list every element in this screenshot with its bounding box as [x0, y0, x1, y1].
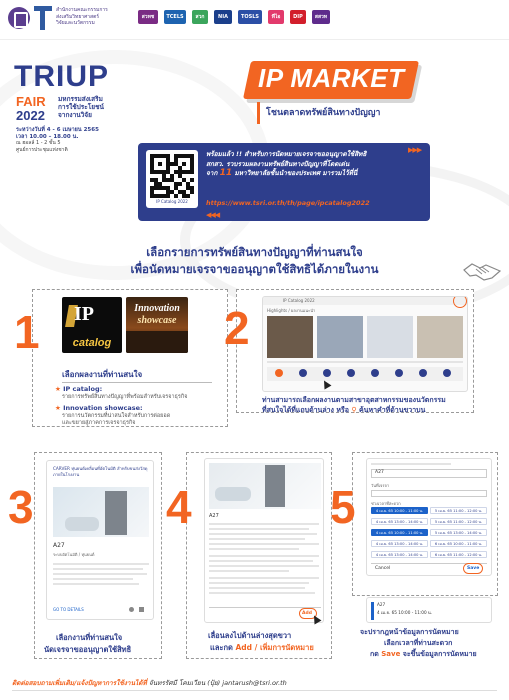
bullet-ip-catalog-desc: รายการทรัพย์สินทางปัญญาที่พร้อมสำหรับเจรจาธุรกิจ — [62, 394, 188, 400]
bullet-label: Innovation showcase: — [63, 404, 143, 412]
ip-market-subtitle-band — [257, 102, 412, 124]
star-icon: ★ — [55, 404, 64, 412]
catalog-screenshot — [262, 296, 468, 392]
step-4-title-line-2 — [210, 643, 314, 653]
step-4-number: 4 — [166, 481, 192, 533]
detail-title: A27 — [209, 513, 219, 519]
time-slot-option[interactable]: 5 เม.ย. 65 11:00 - 12:00 น. — [430, 507, 487, 514]
time-slot-option[interactable]: 6 เม.ย. 65 11:00 - 12:00 น. — [430, 551, 487, 558]
inno-thumb-line: showcase — [137, 315, 177, 326]
save-button[interactable]: Save — [467, 566, 480, 571]
step-5-title-line-3 — [370, 649, 477, 659]
event-time: เวลา 10.00 – 18.00 น. — [16, 133, 79, 140]
time-slot-option[interactable]: 5 เม.ย. 65 13:00 - 14:00 น. — [430, 529, 487, 536]
time-slot-option[interactable]: 4 เม.ย. 65 10:00 - 11:00 น. — [371, 507, 428, 514]
time-slot-option[interactable]: 4 เม.ย. 65 13:00 - 14:00 น. — [371, 518, 428, 525]
form-field-value: A27 — [375, 470, 384, 475]
inno-thumb-line: Innovation — [134, 303, 180, 314]
product-card-screenshot — [46, 460, 154, 620]
year-word: 2022 — [16, 108, 45, 123]
qr-text-line: สกสว. รวบรวมผลงานทรัพย์สินทางปัญญาที่โดดเด่น — [206, 159, 350, 168]
bullet-ip-catalog — [55, 385, 102, 393]
step-3-number: 3 — [8, 481, 34, 533]
step-4-title-part: และกด — [210, 643, 233, 652]
cancel-button[interactable]: Cancel — [375, 566, 391, 571]
partner-logo-strip — [0, 0, 509, 40]
partner-logo: TOSLS — [238, 10, 262, 24]
time-label: ช่วงเวลาที่สะดวก — [371, 501, 401, 506]
step-2-number: 2 — [224, 302, 250, 354]
bullet-label: IP catalog: — [63, 385, 103, 393]
step-2-desc-line-1: ท่านสามารถเลือกผลงานตามสาขาอุตสาหกรรมของนวัตกรรม — [262, 396, 446, 404]
contact-info — [12, 678, 287, 688]
contact-person: จันทรรัศมี โคมเวียน (ปุ้ย) — [148, 679, 221, 687]
qr-text-part: จาก — [206, 169, 218, 177]
contact-label: ติดต่อสอบถามเพิ่มเติม/แจ้งปัญหาการใช้งานได้ที่ — [12, 679, 147, 687]
headline-line-1: เลือกรายการทรัพย์สินทางปัญญาที่ท่านสนใจ — [146, 245, 363, 259]
step-5-title-line-1: จะปรากฎหน้าข้อมูลการนัดหมาย — [360, 628, 459, 636]
step-1-title: เลือกผลงานที่ท่านสนใจ — [62, 370, 143, 379]
bullet-innovation-desc: รายการนวัตกรรมที่น่าสนใจสำหรับการต่อยอด — [62, 413, 171, 419]
product-name: A27 — [53, 542, 65, 549]
org-line: ส่งเสริมวิทยาศาสตร์ — [56, 13, 100, 20]
save-highlight — [463, 563, 483, 574]
partner-logo: สสวท — [312, 10, 330, 24]
partner-logos — [138, 10, 330, 24]
partner-logo: สวทช — [138, 10, 158, 24]
step-1-number: 1 — [14, 306, 40, 358]
time-slot-option[interactable]: 4 เม.ย. 65 13:00 - 14:00 น. — [371, 540, 428, 547]
search-icon: ⚲ — [351, 406, 357, 414]
handshake-icon — [462, 260, 502, 282]
tsri-emblem-icon — [8, 7, 30, 29]
time-slot-option[interactable]: 4 เม.ย. 65 10:00 - 11:00 น. — [371, 529, 428, 536]
qr-panel-text — [206, 150, 428, 179]
triup-word: TRIUP — [14, 60, 109, 93]
chevron-right-icon: ▶▶▶ — [408, 146, 422, 154]
fair-word: FAIR — [16, 94, 46, 109]
add-appointment-button[interactable]: Add — [302, 611, 312, 616]
headline-line-2: เพื่อนัดหมายเจรจาขออนุญาตใช้สิทธิได้ภายในงาน — [130, 262, 379, 276]
go-to-details-link[interactable]: GO TO DETAILS — [53, 607, 84, 612]
result-time: 4 เม.ย. 65 10:00 - 11:00 น. — [377, 610, 433, 615]
innovation-showcase-thumbnail[interactable] — [126, 297, 188, 353]
fair-thai-name — [58, 95, 138, 119]
university-count: 11 — [219, 168, 233, 178]
fair-thai-line: มหกรรมส่งเสริม — [58, 95, 103, 103]
bullet-innovation — [55, 404, 143, 412]
org-line: วิจัยและนวัตกรรม — [56, 20, 95, 26]
event-venue: ศูนย์การประชุมแห่งชาติ — [16, 146, 68, 153]
triup-logo — [14, 60, 109, 94]
chevron-left-icon: ◀◀◀ — [206, 211, 220, 219]
time-slot-option[interactable]: 4 เม.ย. 65 13:00 - 14:00 น. — [371, 551, 428, 558]
date-label: วันที่เจรจา — [371, 483, 390, 488]
org-line: สำนักงานคณะกรรมการ — [56, 7, 108, 13]
step-4-title-line-1: เลื่อนลงไปด้านล่างสุดขวา — [208, 631, 292, 640]
event-dates: ระหว่างวันที่ 4 - 6 เมษายน 2565 — [16, 127, 99, 133]
org-name — [56, 7, 128, 27]
time-slot-option[interactable]: 5 เม.ย. 65 11:00 - 12:00 น. — [430, 518, 487, 525]
qr-caption: IP Catalog 2022 — [156, 199, 188, 204]
qr-code[interactable] — [146, 150, 198, 208]
step-5-title-part: Save — [381, 650, 401, 658]
partner-logo: DIP — [290, 10, 306, 24]
ip-thumb-label: IP — [74, 303, 94, 325]
step-2-desc-line-2 — [262, 405, 425, 415]
step-3-title-line-1: เลือกงานที่ท่านสนใจ — [56, 633, 123, 642]
event-info — [16, 127, 126, 153]
fair-thai-line: การใช้ประโยชน์ — [58, 103, 104, 111]
contact-email[interactable]: jantarush@tsri.or.th — [222, 679, 287, 687]
step-4-title-part: Add / เพิ่มการนัดหมาย — [235, 643, 314, 652]
ip-thumb-caption: catalog — [72, 337, 112, 349]
product-category: ระบบอัตโนมัติ / หุ่นยนต์ — [53, 552, 95, 557]
result-item: A27 — [377, 602, 386, 607]
detail-page-screenshot — [204, 458, 324, 623]
partner-logo: ทีไอ — [268, 10, 284, 24]
step-2-desc-part: ที่สนใจได้ที่แถบด้านล่าง หรือ — [262, 406, 349, 414]
ip-catalog-link[interactable]: https://www.tsri.or.th/th/page/ipcatalog2022 — [206, 199, 370, 207]
time-slot-option[interactable]: 6 เม.ย. 65 10:00 - 11:00 น. — [430, 540, 487, 547]
partner-logo: TCELS — [164, 10, 186, 24]
product-title: CARVER หุ่นยนต์เคลื่อนที่อัตโนมัติ สำหรับขนส่งวัสดุภายในโรงงาน — [53, 466, 148, 477]
qr-text-line: พร้อมแล้ว !! สำหรับการนัดหมายเจรจาขออนุญาตใช้สิทธิ — [206, 150, 367, 158]
divider — [62, 382, 212, 383]
qr-text-part: มหาวิทยาลัยชั้นนำของประเทศ มารวมไว้ที่นี่ — [234, 169, 358, 177]
event-venue: ณ ฮอลล์ 1 - 2 ชั้น 5 — [16, 140, 61, 146]
ip-market-subtitle: โชนตลาดทรัพย์สินทางปัญญา — [266, 108, 381, 118]
step-5-title-line-2: เลือกเวลาที่ท่านสะดวก — [384, 639, 453, 647]
tsri-logo-icon — [34, 6, 52, 30]
step-5-title-part: กด — [370, 650, 379, 658]
qr-code-icon — [150, 154, 194, 198]
step-2-desc-part: ค้นหาคำที่ด้านขวาบน — [359, 406, 426, 414]
bullet-innovation-desc: และขยายสู่ภาคการเจรจาธุรกิจ — [62, 420, 136, 426]
ip-market-title: IP MARKET — [258, 63, 405, 93]
partner-logo: NIA — [214, 10, 232, 24]
appointment-result-screenshot — [366, 597, 492, 623]
ip-catalog-thumbnail[interactable] — [62, 297, 122, 353]
screen-header: IP Catalog 2022 — [283, 298, 315, 303]
appointment-form-screenshot — [366, 458, 492, 576]
divider — [12, 690, 497, 691]
qr-text-line — [206, 169, 428, 179]
step-5-number: 5 — [330, 481, 356, 533]
screen-label: Highlights / ผลงานแนะนำ — [267, 308, 316, 313]
step-5-title-part: จะขึ้นข้อมูลการนัดหมาย — [402, 650, 477, 658]
star-icon: ★ — [55, 385, 64, 393]
search-highlight — [453, 296, 467, 308]
fair-thai-line: จากงานวิจัย — [58, 111, 92, 119]
partner-logo: สวก — [192, 10, 208, 24]
step-3-title-line-2: นัดเจรจาขออนุญาตใช้สิทธิ — [44, 645, 132, 654]
